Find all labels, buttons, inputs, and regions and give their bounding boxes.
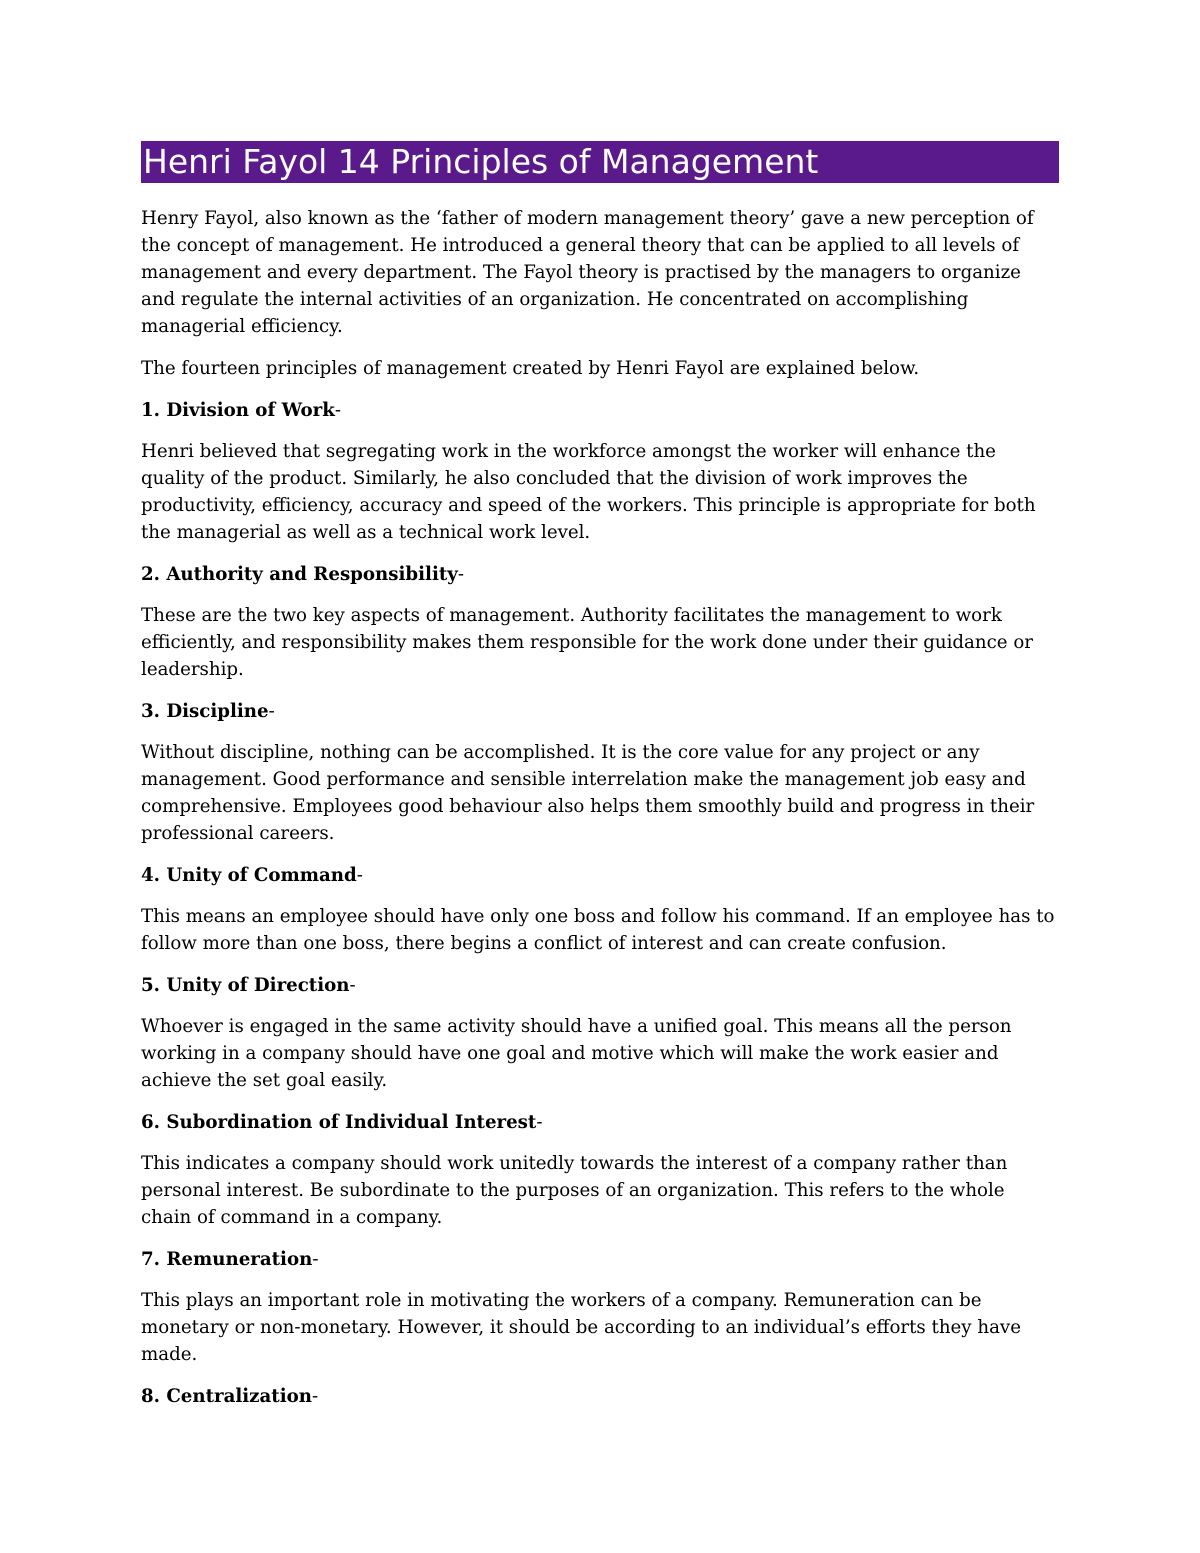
principle-heading-4: 4. Unity of Command- (141, 865, 363, 886)
page-title: Henri Fayol 14 Principles of Management (141, 141, 1059, 183)
principle-heading-6: 6. Subordination of Individual Interest- (141, 1112, 543, 1133)
principle-text-1: Henri believed that segregating work in the workforce amongst the worker will enhance the quality of the product. Similarly, he also concluded that the division of work improves the productivity, efficiency, accuracy and speed of the workers. This principle is appropriate for both the managerial as well as a technical work level. (141, 441, 1036, 543)
principle-text-4: This means an employee should have only one boss and follow his command. If an employee has to follow more than one boss, there begins a conflict of interest and can create confusion. (141, 906, 1055, 954)
principle-text-7: This plays an important role in motivating the workers of a company. Remuneration can be monetary or non-monetary. However, it should be according to an individual’s efforts they have made. (141, 1290, 1021, 1365)
principle-heading-5: 5. Unity of Direction- (141, 975, 356, 996)
principle-heading-7: 7. Remuneration- (141, 1249, 319, 1270)
principle-heading-3: 3. Discipline- (141, 701, 275, 722)
principle-heading-1: 1. Division of Work- (141, 400, 342, 421)
principle-text-3: Without discipline, nothing can be accomplished. It is the core value for any project or any management. Good performance and sensible interrelation make the management job easy and comprehensive. Employees good behaviour also helps them smoothly build and progress in their professional careers. (141, 742, 1035, 844)
intro-paragraph: Henry Fayol, also known as the ‘father of modern management theory’ gave a new perception of the concept of management. He introduced a general theory that can be applied to all levels of management and every department. The Fayol theory is practised by the managers to organize and regulate the internal activities of an organization. He concentrated on accomplishing managerial efficiency. (141, 208, 1034, 337)
document-page (141, 141, 1059, 1424)
principle-text-2: These are the two key aspects of management. Authority facilitates the management to work efficiently, and responsibility makes them responsible for the work done under their guidance or leadership. (141, 605, 1033, 680)
principle-heading-2: 2. Authority and Responsibility- (141, 564, 464, 585)
principle-text-6: This indicates a company should work unitedly towards the interest of a company rather than personal interest. Be subordinate to the purposes of an organization. This refers to the whole chain of command in a company. (141, 1153, 1008, 1228)
principle-text-5: Whoever is engaged in the same activity should have a unified goal. This means all the person working in a company should have one goal and motive which will make the work easier and achieve the set goal easily. (141, 1016, 1012, 1091)
intro-summary: The fourteen principles of management created by Henri Fayol are explained below. (141, 358, 920, 379)
principle-heading-8: 8. Centralization- (141, 1386, 319, 1407)
